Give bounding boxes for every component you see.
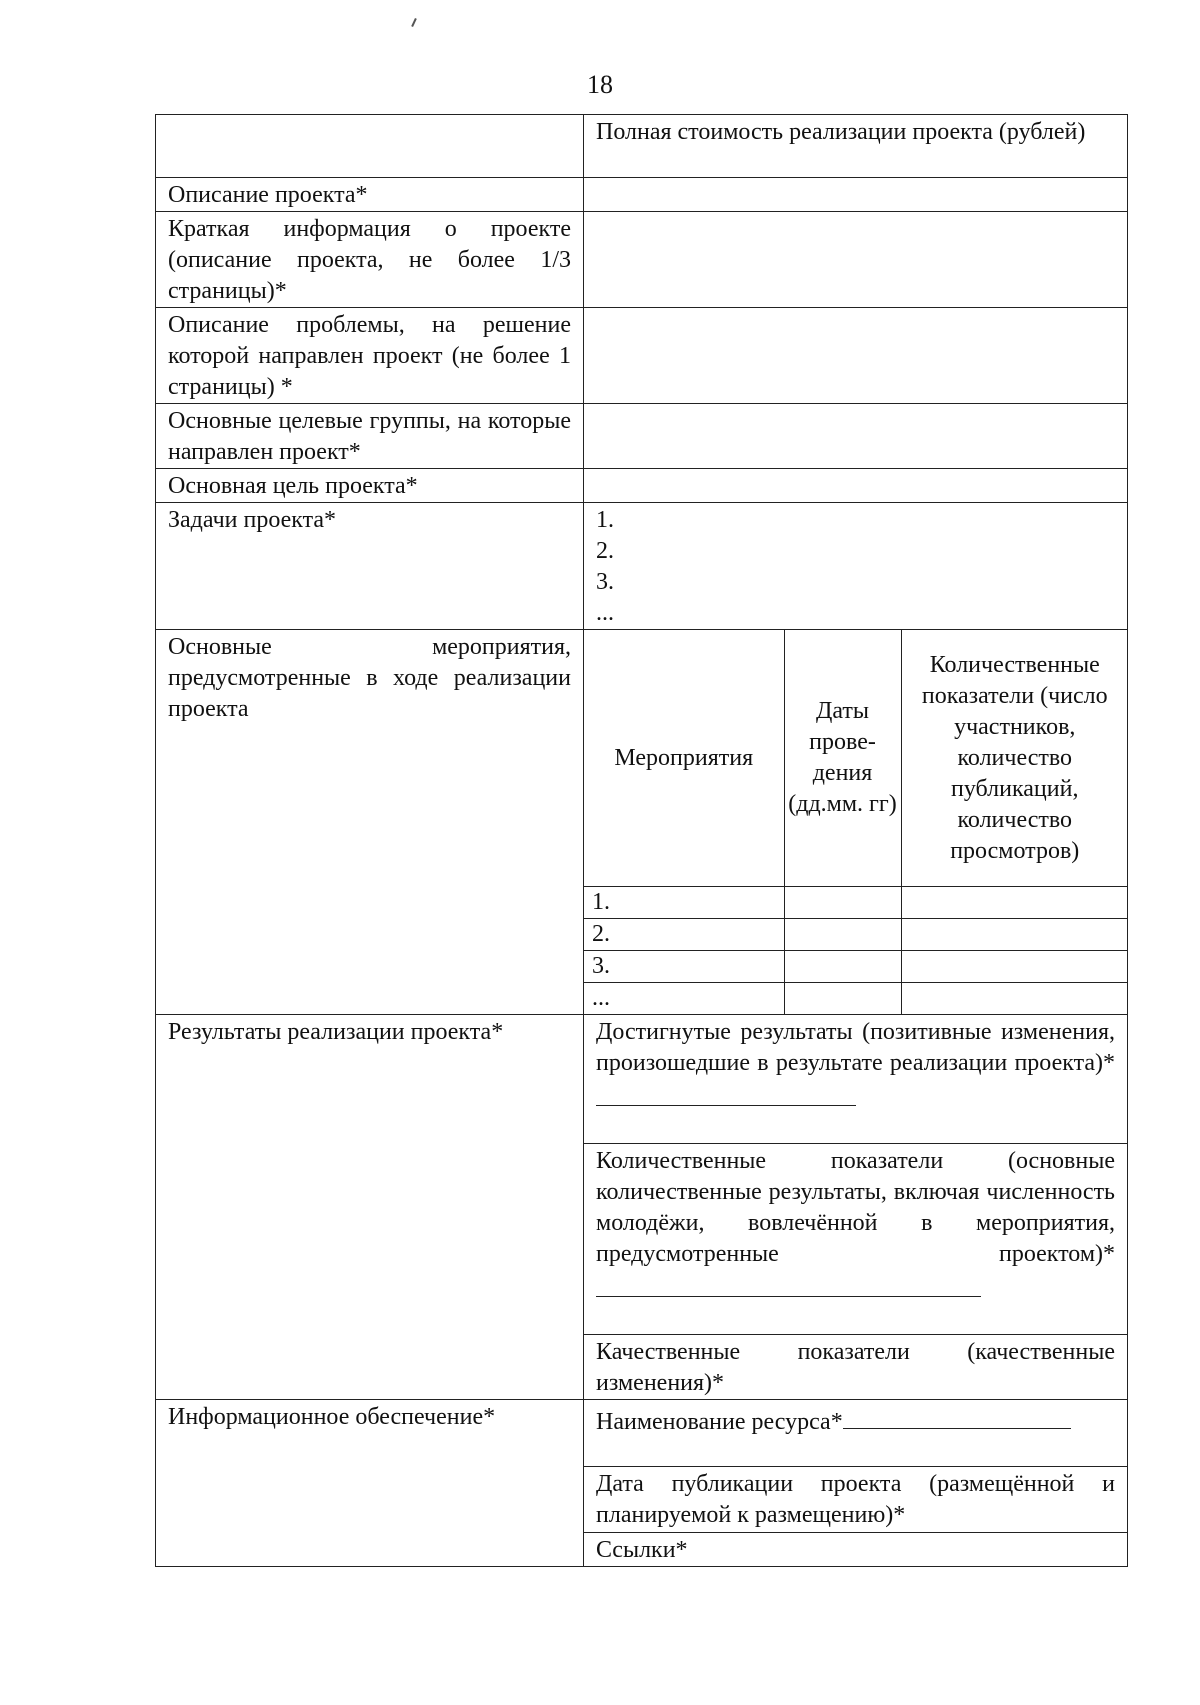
- task-item-3: 3.: [596, 569, 614, 595]
- event-date-cell[interactable]: [784, 887, 901, 919]
- event-indicator-cell[interactable]: [901, 919, 1128, 951]
- info-cell: [584, 1400, 1128, 1567]
- brief-value[interactable]: [584, 212, 1128, 308]
- info-resource-text: Наименование ресурса*: [596, 1409, 843, 1435]
- tasks-label: Задачи проекта*: [156, 503, 584, 630]
- description-label: Описание проекта*: [156, 178, 584, 212]
- row-cost: [156, 115, 1128, 178]
- scan-mark: [411, 18, 417, 27]
- row-description: [156, 178, 1128, 212]
- results-achieved-text: Достигнутые результаты (позитивные изменения, произошедшие в результате реализации проекта)*: [596, 1019, 1115, 1076]
- results-cell: [584, 1015, 1128, 1400]
- event-indicator-cell[interactable]: [901, 951, 1128, 983]
- page-number: 18: [587, 70, 613, 99]
- project-form-table: [155, 114, 1128, 1567]
- event-number: 1.: [584, 887, 784, 919]
- task-item-1: 1.: [596, 507, 614, 533]
- description-value[interactable]: [584, 178, 1128, 212]
- groups-value[interactable]: [584, 404, 1128, 469]
- event-date-cell[interactable]: [784, 983, 901, 1015]
- results-label: Результаты реализации проекта*: [156, 1015, 584, 1400]
- brief-label: Краткая информация о проекте (описание проекта, не более 1/3 страницы)*: [156, 212, 584, 308]
- row-problem: [156, 308, 1128, 404]
- results-quantitative-text: Количественные показатели (основные количественные результаты, включая численность молодёжи, вовлечённой в мероприятия, предусмотренные проектом)*: [596, 1148, 1115, 1267]
- info-resource[interactable]: [584, 1400, 1127, 1466]
- events-header-activities: Мероприятия: [584, 630, 784, 887]
- events-row: [584, 951, 1128, 983]
- cost-label: [156, 115, 584, 178]
- results-achieved[interactable]: [584, 1015, 1127, 1143]
- results-qualitative[interactable]: [584, 1334, 1127, 1399]
- row-results: [156, 1015, 1128, 1400]
- results-quantitative[interactable]: [584, 1143, 1127, 1334]
- row-brief: [156, 212, 1128, 308]
- events-table: [584, 630, 1128, 1014]
- events-label: Основные мероприятия, предусмотренные в ходе реализации проекта: [156, 630, 584, 1015]
- task-item-more: ...: [596, 600, 614, 626]
- groups-label: Основные целевые группы, на которые направлен проект*: [156, 404, 584, 469]
- task-item-2: 2.: [596, 538, 614, 564]
- problem-label: Описание проблемы, на решение которой направлен проект (не более 1 страницы) *: [156, 308, 584, 404]
- event-number: 2.: [584, 919, 784, 951]
- event-date-cell[interactable]: [784, 951, 901, 983]
- info-publication-date[interactable]: Дата публикации проекта (размещённой и планируемой к размещению)*: [584, 1466, 1127, 1532]
- tasks-list[interactable]: [584, 503, 1128, 630]
- events-header-row: [584, 630, 1128, 887]
- info-label: Информационное обеспечение*: [156, 1400, 584, 1567]
- events-row: [584, 887, 1128, 919]
- cost-value: Полная стоимость реализации проекта (рублей): [584, 115, 1128, 178]
- events-row: [584, 983, 1128, 1015]
- row-events: [156, 630, 1128, 1015]
- goal-value[interactable]: [584, 469, 1128, 503]
- row-tasks: [156, 503, 1128, 630]
- row-goal: [156, 469, 1128, 503]
- problem-value[interactable]: [584, 308, 1128, 404]
- events-row: [584, 919, 1128, 951]
- event-indicator-cell[interactable]: [901, 887, 1128, 919]
- event-number: 3.: [584, 951, 784, 983]
- events-header-dates: Даты прове-дения (дд.мм. гг): [784, 630, 901, 887]
- goal-label: Основная цель проекта*: [156, 469, 584, 503]
- info-resource-fill-line[interactable]: [843, 1402, 1071, 1429]
- event-date-cell[interactable]: [784, 919, 901, 951]
- event-indicator-cell[interactable]: [901, 983, 1128, 1015]
- row-groups: [156, 404, 1128, 469]
- results-achieved-fill-line[interactable]: [596, 1079, 856, 1106]
- results-qualitative-text: Качественные показатели (качественные изменения)*: [596, 1339, 1115, 1396]
- results-quantitative-fill-line[interactable]: [596, 1270, 981, 1297]
- events-header-indicators: Количественные показатели (число участников, количество публикаций, количество просмотров): [901, 630, 1128, 887]
- row-info: [156, 1400, 1128, 1567]
- info-links[interactable]: Ссылки*: [584, 1532, 1127, 1566]
- events-table-cell: [584, 630, 1128, 1015]
- event-number: ...: [584, 983, 784, 1015]
